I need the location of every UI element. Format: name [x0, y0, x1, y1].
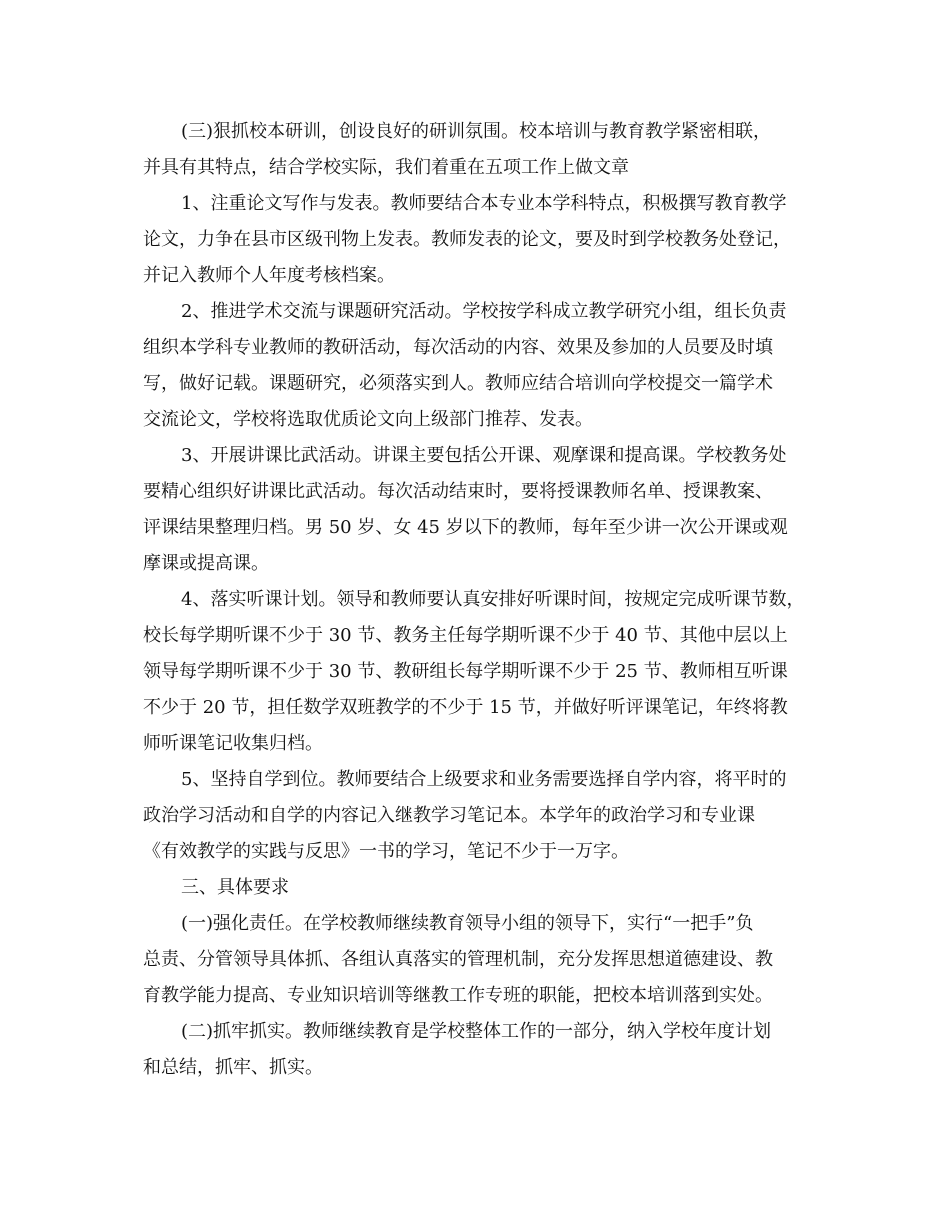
- text-line: 三、具体要求: [181, 877, 289, 898]
- text-line: 总责、分管领导具体抓、各组认真落实的管理机制，充分发挥思想道德建设、教: [143, 949, 773, 970]
- text-line: 校长每学期听课不少于 30 节、教务主任每学期听课不少于 40 节、其他中层以上: [143, 625, 788, 646]
- text-line: 评课结果整理归档。男 50 岁、女 45 岁以下的教师，每年至少讲一次公开课或观: [143, 517, 788, 538]
- text-line: 论文，力争在县市区级刊物上发表。教师发表的论文，要及时到学校教务处登记，: [143, 229, 791, 250]
- text-line: 2、推进学术交流与课题研究活动。学校按学科成立教学研究小组，组长负责: [181, 301, 787, 322]
- text-line: (一)强化责任。在学校教师继续教育领导小组的领导下，实行“一把手”负: [181, 913, 754, 934]
- text-line: 和总结，抓牢、抓实。: [143, 1057, 323, 1078]
- text-line: (三)狠抓校本研训，创设良好的研训氛围。校本培训与教育教学紧密相联，: [181, 121, 772, 142]
- text-line: 组织本学科专业教师的教研活动，每次活动的内容、效果及参加的人员要及时填: [143, 337, 773, 358]
- text-line: 《有效教学的实践与反思》一书的学习，笔记不少于一万字。: [143, 841, 629, 862]
- text-line: 不少于 20 节，担任数学双班教学的不少于 15 节，并做好听评课笔记，年终将教: [143, 697, 788, 718]
- text-line: 育教学能力提高、专业知识培训等继教工作专班的职能，把校本培训落到实处。: [143, 985, 773, 1006]
- text-line: 5、坚持自学到位。教师要结合上级要求和业务需要选择自学内容，将平时的: [181, 769, 787, 790]
- text-line: 并具有其特点，结合学校实际，我们着重在五项工作上做文章: [143, 157, 629, 178]
- text-line: 4、落实听课计划。领导和教师要认真安排好听课时间，按规定完成听课节数，: [181, 589, 805, 610]
- text-line: 交流论文，学校将选取优质论文向上级部门推荐、发表。: [143, 409, 593, 430]
- text-line: 3、开展讲课比武活动。讲课主要包括公开课、观摩课和提高课。学校教务处: [181, 445, 787, 466]
- text-line: 摩课或提高课。: [143, 553, 269, 574]
- text-line: (二)抓牢抓实。教师继续教育是学校整体工作的一部分，纳入学校年度计划: [181, 1021, 772, 1042]
- document-body: [143, 114, 823, 1086]
- text-line: 并记入教师个人年度考核档案。: [143, 265, 395, 286]
- text-line: 领导每学期听课不少于 30 节、教研组长每学期听课不少于 25 节、教师相互听课: [143, 661, 788, 682]
- text-line: 政治学习活动和自学的内容记入继教学习笔记本。本学年的政治学习和专业课: [143, 805, 755, 826]
- text-line: 1、注重论文写作与发表。教师要结合本专业本学科特点，积极撰写教育教学: [181, 193, 787, 214]
- text-line: 写，做好记载。课题研究，必须落实到人。教师应结合培训向学校提交一篇学术: [143, 373, 773, 394]
- text-line: 师听课笔记收集归档。: [143, 733, 323, 754]
- text-line: 要精心组织好讲课比武活动。每次活动结束时，要将授课教师名单、授课教案、: [143, 481, 773, 502]
